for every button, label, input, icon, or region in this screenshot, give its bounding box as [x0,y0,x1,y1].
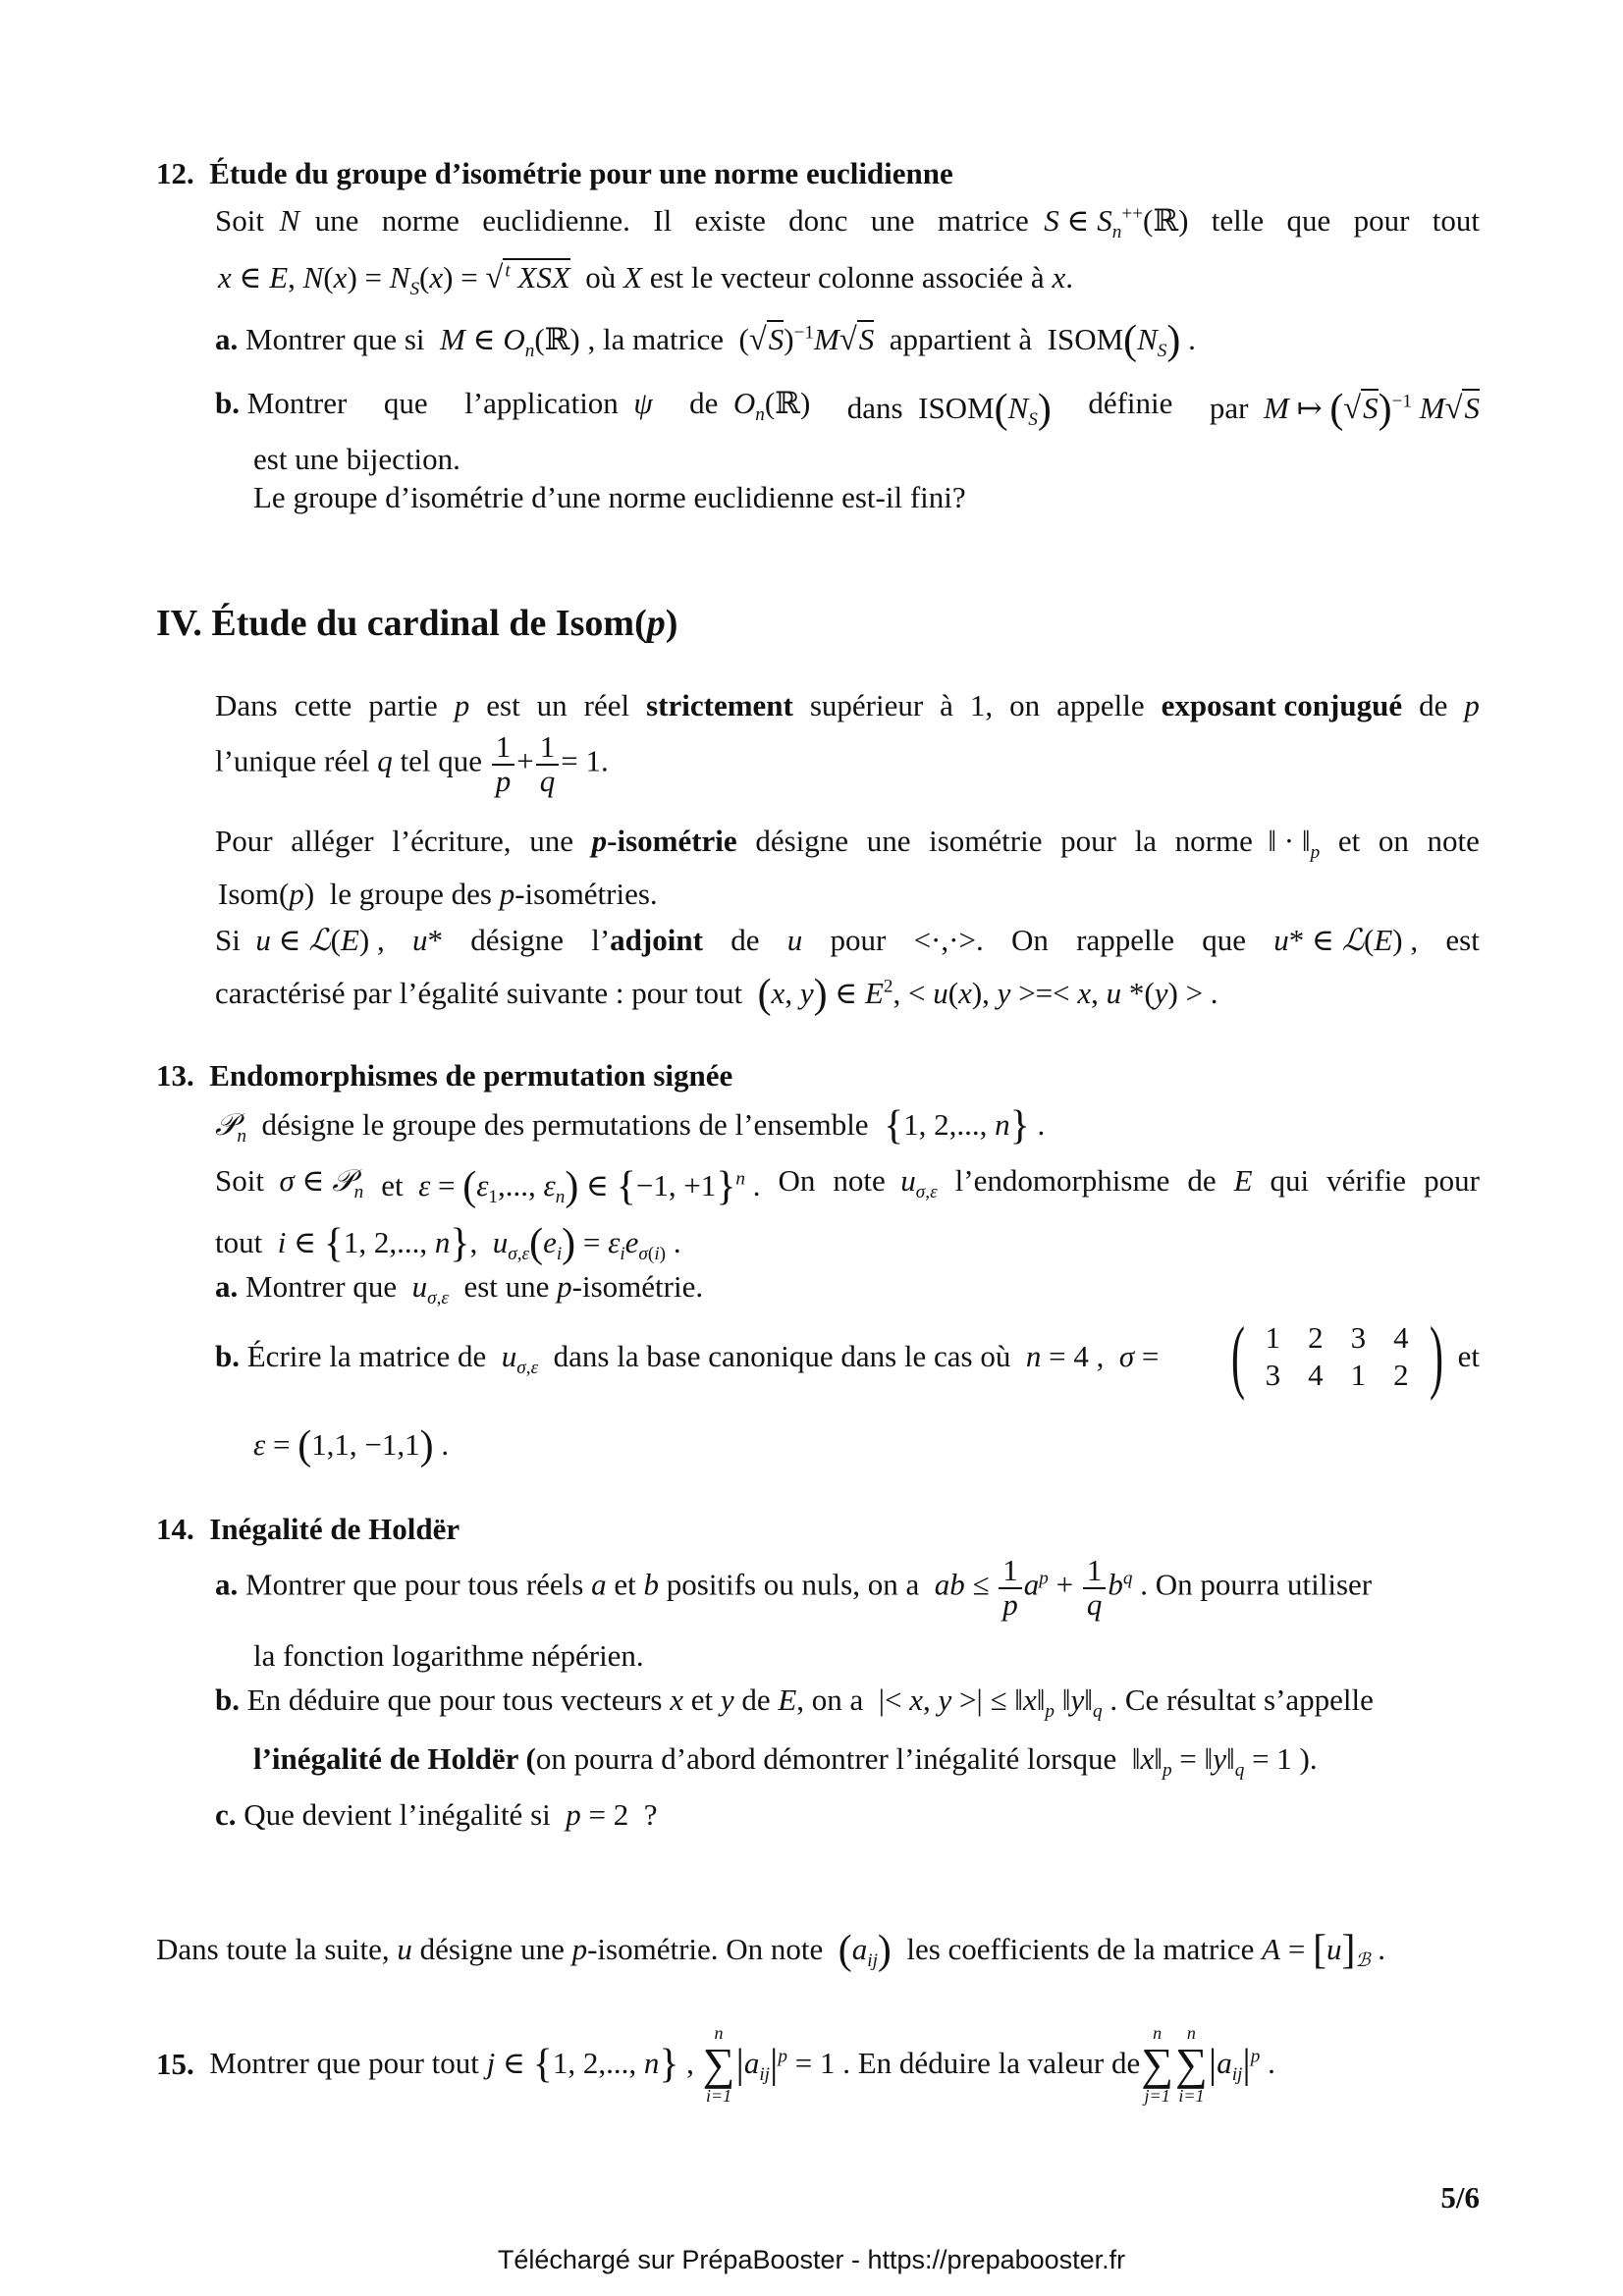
download-footer: Téléchargé sur PrépaBooster - https://prepabooster.fr [497,2245,1126,2274]
q12-intro-line1: Soit N une norme euclidienne. Il existe donc une matrice S ∈ $S_n^{++}(ℝ)$ telle que pour tout [215,203,1480,243]
sigma-bottom-cell: 4 [1308,1358,1324,1392]
transition-paragraph: Dans toute la suite, u désigne une p-isométrie. On note $(a_{ij})$ les coefficients de la matrice $A = [u]_ℬ$ . [156,1928,1386,1973]
q14-a-text-2: la fonction logarithme népérien. [253,1638,644,1673]
q12-intro-line2: x ∈ E, $N(x) = N_S(x)$ = √ $^t$ XSX où X est le vecteur colonne associée à x. [218,260,1073,300]
part4-p2-line1: Pour alléger l’écriture, une p-isométrie désigne une isométrie pour la norme ‖ · $‖_p$ et on note [215,824,1480,864]
sigma-top-cell: 3 [1350,1319,1367,1355]
part4-p3-line2: caractérisé par l’égalité suivante : pour tout (x, y) ∈ $E^2$, < u(x), y >=< x, u *(y) > . [215,972,1218,1017]
sum-j: n ∑ j=1 [1141,2023,1174,2106]
sum-i-inner: n ∑ i=1 [1175,2023,1208,2106]
sigma-top-cell: 2 [1308,1319,1324,1355]
q14-part-b: b. En déduire que pour tous vecteurs x et y de E, on a |< x, y >| ≤ $‖x‖_p$ $‖y‖_q$ . Ce résultat s’appelle [215,1682,1374,1723]
q13-number: 13. [156,1058,194,1093]
q12-b-text-2: est une bijection. [253,442,460,476]
q13-heading [156,1059,732,1093]
q13-epsilon: ε = (1,1, −1,1) . [253,1423,450,1468]
q13-b-label: b. [215,1338,240,1373]
q14-title: Inégalité de Holdër [209,1512,460,1546]
q13-line1: 𝒫$_n$ désigne le groupe des permutations de l’ensemble {1, 2,..., n} . [215,1103,1046,1148]
q12-b-text-3: Le groupe d’isométrie d’une norme euclidienne est-il fini? [253,480,966,514]
part4-p2-line2: Isom(p) le groupe des p-isométries. [218,877,658,911]
q13-part-a: a. Montrer que $u_{\sigma,\varepsilon}$ est une p-isométrie. [215,1269,704,1309]
sigma-top-cell: 4 [1393,1319,1409,1355]
q13-a-label: a. [215,1269,239,1304]
sigma-matrix: ( 1 2 3 4 3 4 1 2 ) [1230,1310,1443,1402]
q13-title: Endomorphismes de permutation signée [209,1058,733,1093]
q12-b-label: b. [215,386,240,420]
page-number: 5/6 [1440,2180,1480,2215]
part4-numeral: IV. [156,603,202,644]
part4-heading: IV. Étude du cardinal de Isom(p) [156,603,678,644]
q14-part-a: a. Montrer que pour tous réels a et b positifs ou nuls, on a ab ≤ $\frac{1}{p}$ $a^p$ + $\frac{1}{q}$ $b^q$ . On pourra utiliser [215,1553,1373,1622]
part4-p1-line1: Dans cette partie p est un réel strictement supérieur à 1, on appelle exposant conjugué de p [215,688,1480,722]
q12-heading [156,157,953,190]
q13-part-b: b. Écrire la matrice de $u_{\sigma,\varepsilon}$ dans la base canonique dans le cas où n = 4 , σ = ( 1 2 3 4 3 4 1 2 ) et [215,1310,1480,1402]
q12-number: 12. [156,156,194,190]
sigma-bottom-cell: 2 [1393,1358,1409,1392]
sum-i: n ∑ i=1 [702,2023,735,2106]
q12-part-a: a. Montrer que si M ∈ $O_n(ℝ)$ , la matrice $(√S)^{-1}M√S$ appartient à $ISOM(N_S)$ . [215,318,1196,363]
sigma-bottom-cell: 1 [1350,1358,1367,1392]
q12-a-label: a. [215,322,239,356]
q13-line3: tout i ∈ {1, 2,..., n}, $u_{\sigma,\varepsilon}(e_i) = \varepsilon_ie_{\sigma(i)}$ . [215,1221,681,1266]
q14-c-label: c. [215,1797,237,1832]
q14-heading [156,1513,460,1546]
q12-part-b: b. Montrer que l’application ψ de $O_n(ℝ)$ dans $ISOM(N_S)$ définie par M ↦ $(√S)^{-1}$ M√S [215,386,1480,432]
q13-line2: Soit σ ∈ 𝒫$_n$ et $\varepsilon = (\varepsilon_1$,..., $\varepsilon_n$) ∈ {−1, +1}$^n$ . On note $u_{\sigma,\varepsilon}$ l’endomorphisme de E qui vérifie pour [215,1163,1480,1209]
q15: 15. Montrer que pour tout j ∈ {1, 2,..., n} , n ∑ i=1 $|a_{ij}|^p = 1$ . En déduire la valeur de n ∑ j=1 n ∑ i=1 $|a_{ij}|^p$ . [156,2023,1275,2106]
q14-a-label: a. [215,1567,239,1602]
part4-p3-line1: Si u ∈ ℒ(E) , u* désigne l’adjoint de u pour <·,·>. On rappelle que u* ∈ ℒ(E) , est [215,923,1480,957]
q14-b-label: b. [215,1682,240,1717]
sigma-top-cell: 1 [1265,1319,1281,1355]
q14-number: 14. [156,1512,194,1546]
q14-part-c: c. Que devient l’inégalité si p = 2 ? [215,1797,658,1832]
q12-title: Étude du groupe d’isométrie pour une norme euclidienne [209,156,953,190]
part4-p1-line2: l’unique réel q tel que $\frac{1}{p}$ + $\frac{1}{q}$ = 1. [215,729,609,798]
sigma-bottom-cell: 3 [1265,1358,1281,1392]
q15-number: 15. [156,2046,194,2081]
fraction-1-over-q: $\frac{1}{q}$ [536,731,560,797]
q14-b-line2: l’inégalité de Holdër (on pourra d’abord démontrer l’inégalité lorsque $‖x‖_p$ = $‖y‖_q = 1$ ). [253,1741,1318,1782]
q13-b-et: et [1457,1338,1480,1373]
fraction-1-over-p: $\frac{1}{p}$ [492,731,515,797]
q14-holder-bold: l’inégalité de Holdër ( [253,1741,536,1776]
